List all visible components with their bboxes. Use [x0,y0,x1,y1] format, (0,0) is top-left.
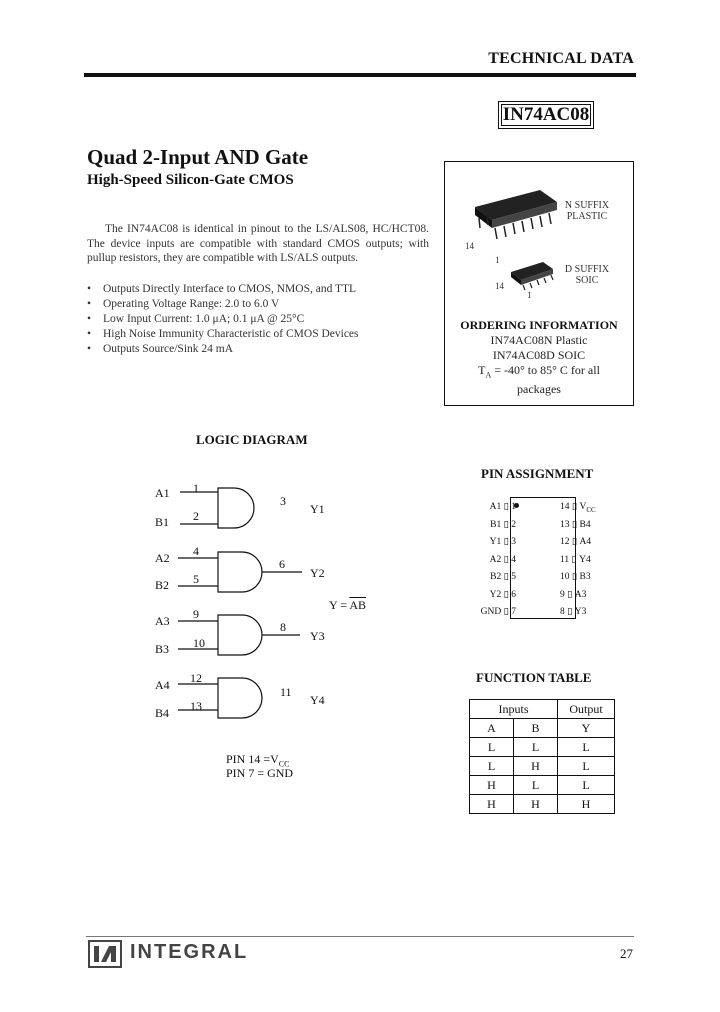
pin-right-column [560,501,620,624]
pin-label: 10 [193,636,205,650]
output-y4-label: Y4 [310,693,325,707]
part-number-box [498,101,594,129]
page-title: Quad 2-Input AND Gate [87,145,309,169]
pin-assignment-heading: PIN ASSIGNMENT [481,466,594,481]
table-cell: L [470,757,514,776]
part-number: IN74AC08 [502,104,590,125]
d-suffix: D SUFFIX [564,264,610,275]
company-logo-text: INTEGRAL [130,941,249,963]
footer-rule [86,936,634,937]
power-pin-note: PIN $14 =V_{CC}$ [226,752,290,769]
pin-row: Y1 ▯ 3 [489,537,516,547]
table-cell: L [514,776,558,795]
output-y1-label: Y1 [310,502,325,516]
package-box [444,161,634,406]
pin-left-column [470,501,516,624]
table-cell: L [558,757,615,776]
pin-row: GND ▯ 7 [480,607,516,617]
table-cell: L [470,738,514,757]
feature-item: • Outputs Source/Sink 24 mA [87,342,359,357]
pin-row: A2 ▯ 4 [489,554,516,565]
pin-row: 13 ▯ B4 [560,519,591,530]
ordering-info [445,318,633,397]
pin-row: 8 ▯ Y3 [560,607,587,617]
pin-label: 12 [190,671,202,685]
output-equation: $Y = \overline{AB}$ [329,598,366,612]
output-y2-label: Y2 [310,566,325,580]
pin-row: 12 ▯ A4 [560,537,592,547]
input-b2-label: B2 [155,578,170,592]
input-a3-label: A3 [155,614,170,628]
and-gate-symbol [218,488,254,528]
column-header: Y [558,719,615,738]
soic-package-image [511,262,553,290]
input-a2-label: A2 [155,551,170,565]
n-suffix-label [557,200,617,222]
soic-pin1-label: 1 [527,290,532,300]
pin-row: 9 ▯ A3 [560,589,587,600]
feature-item: • Operating Voltage Range: 2.0 to 6.0 V [87,297,359,312]
pin-label: 4 [193,544,199,558]
column-header: A [470,719,514,738]
input-a4-label: A4 [155,678,170,692]
table-cell: H [514,795,558,814]
pin-row: Y2 ▯ 6 [489,589,516,600]
pin-row: B1 ▯ 2 [490,519,516,530]
input-a1-label: A1 [155,486,170,500]
input-b4-label: B4 [155,706,170,720]
dip-package-image [475,190,557,239]
feature-item: • Outputs Directly Interface to CMOS, NMOS, and TTL [87,282,359,297]
table-cell: H [470,795,514,814]
description [87,222,429,266]
table-row [470,776,615,795]
table-row [470,795,615,814]
pin-label: 2 [193,509,199,523]
pin-label: 11 [280,685,292,699]
table-cell: L [558,776,615,795]
inputs-group-header: Inputs [470,700,558,719]
pin-label: 8 [280,620,286,634]
ordering-temp: $T_A = -40^\circ$ to 85° C for all [478,363,600,380]
dip-pin1-label: 1 [495,255,500,265]
table-cell: H [470,776,514,795]
pin-label: 9 [193,607,199,621]
ordering-line-1: IN74AC08N Plastic [490,333,588,347]
pin-label: 13 [190,699,202,713]
function-table-heading: FUNCTION TABLE [476,670,592,685]
integral-logo-icon [88,940,122,968]
page-number: 27 [620,946,633,961]
function-table [469,699,615,814]
d-suffix-label [557,264,617,286]
pin-row: 10 ▯ B3 [560,572,591,582]
page-subtitle: High-Speed Silicon-Gate CMOS [87,172,294,188]
table-cell: H [558,795,615,814]
pin-label: 3 [280,494,286,508]
feature-list [87,282,359,357]
feature-item: • Low Input Current: 1.0 μA; 0.1 μA @ 25°C [87,312,359,327]
pin-row: 14 ▯ $V_{CC}$ [560,502,596,514]
n-suffix: N SUFFIX [564,200,610,211]
table-row [470,738,615,757]
output-group-header: Output [558,700,615,719]
pin-label: 6 [279,557,285,571]
table-cell: H [514,757,558,776]
feature-item: • High Noise Immunity Characteristic of CMOS Devices [87,327,359,342]
package-drawings [445,162,633,312]
ordering-line-2: IN74AC08D SOIC [492,348,586,362]
description-text: The IN74AC08 is identical in pinout to the LS/ALS08, HC/HCT08. The device inputs are compatible with standard CMOS outputs; with pullup resistors, they are compatible with LS/ALS outputs. [87,223,429,264]
header-rule [84,73,636,77]
n-suffix-type: PLASTIC [566,211,608,222]
header-title: TECHNICAL DATA [488,50,634,67]
soic-pin14-label: 14 [495,281,504,291]
ground-pin-note: PIN 7 = GND [226,766,294,780]
ordering-heading: ORDERING INFORMATION [460,318,618,332]
table-cell: L [558,738,615,757]
pin-row: B2 ▯ 5 [490,572,516,582]
column-header: B [514,719,558,738]
table-cell: L [514,738,558,757]
pin-label: 5 [193,572,199,586]
input-b3-label: B3 [155,642,170,656]
input-b1-label: B1 [155,515,170,529]
d-suffix-type: SOIC [575,275,599,286]
ordering-temp-tail: packages [517,382,561,397]
dip-pin14-label: 14 [465,241,474,251]
pin-row: A1 ▯ 1 [489,502,516,512]
pin-row: 11 ▯ Y4 [560,554,591,565]
logic-diagram-heading: LOGIC DIAGRAM [196,432,308,447]
table-row [470,757,615,776]
output-y3-label: Y3 [310,629,325,643]
pin-label: 1 [193,481,199,495]
